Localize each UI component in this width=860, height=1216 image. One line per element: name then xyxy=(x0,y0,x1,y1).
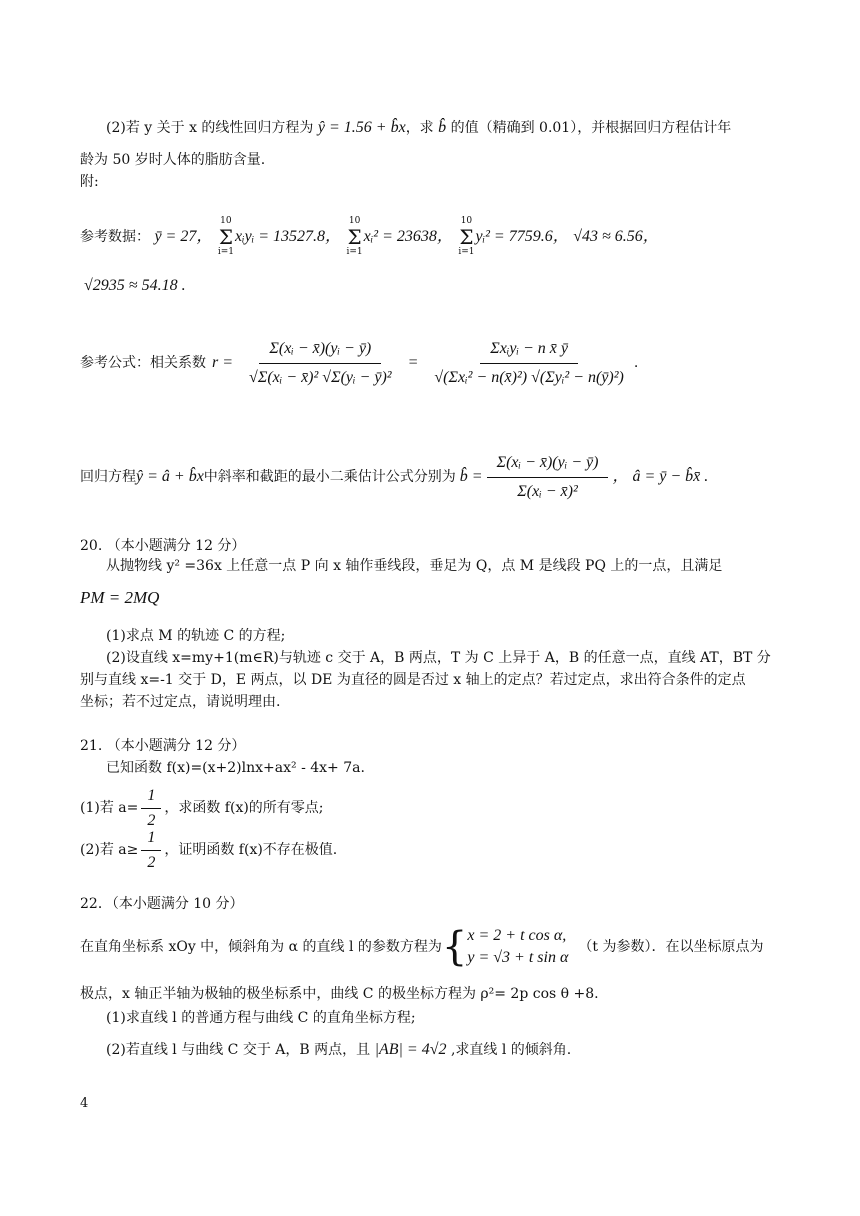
correlation-fraction-1: $\frac{\text{Σ(xᵢ − x̄)(yᵢ − ȳ)}}{\text{√Σ(xᵢ − x̄)² √Σ(yᵢ − ȳ)²}}$ xyxy=(249,339,392,386)
correlation-fraction-2: $\frac{\text{Σxᵢyᵢ − n x̄ ȳ}}{\text{√(Σxᵢ² − n(x̄)²) √(Σyᵢ² − n(ȳ)²)}}$ xyxy=(434,339,624,386)
sqrt2935-value: √2935 ≈ 54.18 . xyxy=(84,277,186,294)
ybar-value: ȳ = 27， xyxy=(154,228,213,245)
q22-part1: (1)求直线 l 的普通方程与曲线 C 的直角坐标方程; xyxy=(106,1010,416,1026)
q19-part2-mid: ，求 xyxy=(405,120,434,136)
parametric-system: x = 2 + t cos α, y = √3 + t sin α xyxy=(467,927,569,966)
q20-part2a: (2)设直线 x=my+1(m∈R)与轨迹 c 交于 A，B 两点，T 为 C 上异于 A，B 的任意一点，直线 AT，BT 分 xyxy=(106,650,771,666)
sum-xy-value: xᵢyᵢ = 13527.8， xyxy=(234,228,342,245)
q20-vector-condition: PM = 2MQ xyxy=(80,588,160,607)
reference-data-label: 参考数据： xyxy=(80,229,150,245)
sum-symbol: 10 Σ i=1 xyxy=(458,216,475,257)
regression-prefix: 回归方程 xyxy=(80,469,136,485)
q19-part2-prefix: (2)若 y 关于 x 的线性回归方程为 xyxy=(106,120,314,136)
r-symbol: r = xyxy=(212,354,234,371)
correlation-label: 参考公式：相关系数 xyxy=(80,355,206,371)
q21-line1: 已知函数 f(x)=(x+2)lnx+ax² - 4x+ 7a. xyxy=(106,760,365,776)
q22-line2: 极点，x 轴正半轴为极轴的极坐标系中，曲线 C 的极坐标方程为 ρ²= 2p cos θ +8. xyxy=(80,986,599,1002)
bhat-symbol: b̂ xyxy=(438,119,447,136)
sum-symbol: 10 Σ i=1 xyxy=(217,216,234,257)
q21-header: 21. （本小题满分 12 分） xyxy=(80,738,246,754)
b-symbol: b̂ = xyxy=(459,468,483,485)
q21-part2: (2)若 a≥ $\frac{1}{2}$ ，证明函数 f(x)不存在极值. xyxy=(80,828,338,871)
appendix-label: 附: xyxy=(80,174,99,190)
regression-eq: ŷ = â + b̂x xyxy=(136,468,204,485)
q19-part2-suffix: 的值（精确到 0.01），并根据回归方程估计年 xyxy=(450,120,732,136)
q19-part2-line1 xyxy=(106,118,731,138)
sum-x2-value: xᵢ² = 23638， xyxy=(363,228,453,245)
slope-fraction: $\frac{\text{Σ(xᵢ − x̄)(yᵢ − ȳ)}}{\text{Σ(xᵢ − x̄)²}}$ xyxy=(487,453,609,502)
q20-part2c: 坐标；若不过定点，请说明理由. xyxy=(80,694,281,710)
regression-equation: ŷ = 1.56 + b̂x xyxy=(317,119,406,136)
sqrt43-value: √43 ≈ 6.56， xyxy=(573,228,659,245)
page-number: 4 xyxy=(80,1096,89,1111)
sum-symbol: 10 Σ i=1 xyxy=(346,216,363,257)
ab-length: |AB| = 4√2 xyxy=(374,1041,447,1058)
fraction-one-half: $\frac{1}{2}$ xyxy=(141,786,161,831)
q22-header: 22．（本小题满分 10 分） xyxy=(80,896,244,912)
equals-sign: = xyxy=(407,354,419,371)
q20-header: 20. （本小题满分 12 分） xyxy=(80,538,246,554)
q20-line1: 从抛物线 y² =36x 上任意一点 P 向 x 轴作垂线段，垂足为 Q，点 M 是线段 PQ 上的一点，且满足 xyxy=(106,558,723,574)
q20-part2b: 别与直线 x=-1 交于 D，E 两点，以 DE 为直径的圆是否过 x 轴上的定点？若过定点，求出符合条件的定点 xyxy=(80,672,746,688)
correlation-formula: 参考公式：相关系数 r = $\frac{\text{Σ(xᵢ − x̄)(yᵢ − ȳ)}}{\text{√Σ(xᵢ − x̄)² √Σ(yᵢ − ȳ)²}}$ = $\frac{\text{Σxᵢyᵢ − n x̄ ȳ}}{\text{√(Σxᵢ² − n(x̄)²) √(Σyᵢ² − n(ȳ)²)}}$ . xyxy=(80,339,639,386)
q19-part2-line2: 龄为 50 岁时人体的脂肪含量. xyxy=(80,152,266,168)
q20-part1: (1)求点 M 的轨迹 C 的方程; xyxy=(106,628,286,644)
left-brace: { xyxy=(441,924,468,970)
sum-y2-value: yᵢ² = 7759.6， xyxy=(475,228,569,245)
q22-line1: 在直角坐标系 xOy 中，倾斜角为 α 的直线 l 的参数方程为 { x = 2 + t cos α, y = √3 + t sin α （t 为参数）．在以坐标原点为 xyxy=(80,924,764,970)
fraction-one-half: $\frac{1}{2}$ xyxy=(141,828,161,873)
least-squares-formula xyxy=(80,436,708,518)
q22-part2: (2)若直线 l 与曲线 C 交于 A，B 两点，且 |AB| = 4√2 ,求直线 l 的倾斜角. xyxy=(106,1041,572,1058)
reference-data-line xyxy=(80,216,659,258)
regression-mid: 中斜率和截距的最小二乘估计公式分别为 xyxy=(203,469,456,485)
intercept-formula: ， â = ȳ − b̂x̄ . xyxy=(612,468,709,485)
q21-part1: (1)若 a= $\frac{1}{2}$ ，求函数 f(x)的所有零点; xyxy=(80,786,324,829)
